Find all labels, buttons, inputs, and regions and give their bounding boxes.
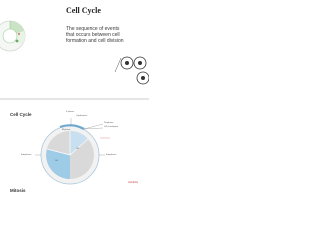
label-g2-checkpoint: G2 checkpoint xyxy=(104,126,118,128)
label-m-phase: M phase xyxy=(62,129,71,131)
dividing-cells-icon xyxy=(115,57,149,84)
label-g2: G2 xyxy=(76,148,79,150)
cycle-wheel-icon xyxy=(0,21,25,51)
slide-cell-cycle-diagram xyxy=(0,100,149,198)
slide-description: The sequence of events that occurs between cell formation and cell division xyxy=(66,26,124,44)
cell-cycle-diagram xyxy=(0,100,149,198)
label-prophase-note: Prophase xyxy=(104,122,114,124)
slide-title: Cell Cycle xyxy=(10,112,32,117)
label-interphase-right: Interphase xyxy=(106,154,117,156)
footnote: Variability xyxy=(128,181,139,184)
label-s-phase: S phase xyxy=(66,111,75,113)
slide-cell-cycle-intro xyxy=(0,0,149,98)
label-cytokinesis: Cytokinesis xyxy=(76,115,88,117)
label-g1: G1 xyxy=(55,160,58,162)
label-interphase-left: Interphase xyxy=(21,154,32,156)
slide-title: Cell Cycle xyxy=(66,6,101,15)
next-slide-title: Mitosis xyxy=(10,188,26,193)
